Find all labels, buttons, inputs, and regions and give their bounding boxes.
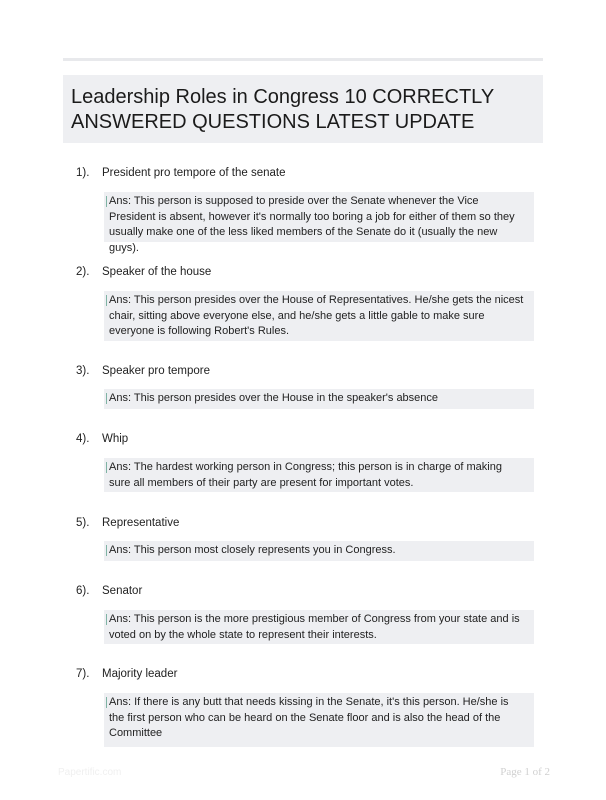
question-title: Speaker of the house bbox=[102, 266, 212, 278]
answer-box bbox=[104, 541, 534, 561]
answer-marker bbox=[106, 545, 107, 556]
answer-text: Ans: The hardest working person in Congress; this person is in charge of making sure all members of their party are present for important votes. bbox=[109, 461, 502, 489]
answer-marker bbox=[106, 295, 107, 306]
question-title: Majority leader bbox=[102, 668, 178, 680]
answer-marker bbox=[106, 697, 107, 708]
answer-box bbox=[104, 458, 534, 492]
answer-box bbox=[104, 291, 534, 341]
answer-text: Ans: This person presides over the House of Representatives. He/she gets the nicest chair, sitting above everyone else, and he/she gets a little gable to make sure everyone is following Robert's Rules. bbox=[109, 294, 524, 337]
question-number: 4). bbox=[76, 433, 90, 445]
question-title: Representative bbox=[102, 517, 180, 529]
question-number: 7). bbox=[76, 668, 90, 680]
answer-box bbox=[104, 192, 534, 254]
answer-marker bbox=[106, 614, 107, 625]
question-title: Speaker pro tempore bbox=[102, 365, 211, 377]
answer-marker bbox=[106, 462, 107, 473]
question-number: 6). bbox=[76, 585, 90, 597]
question-number: 3). bbox=[76, 365, 90, 377]
answer-box bbox=[104, 389, 534, 409]
answer-marker bbox=[106, 196, 107, 207]
question-title: President pro tempore of the senate bbox=[102, 167, 286, 179]
question-title: Senator bbox=[102, 585, 143, 597]
document-title: Leadership Roles in Congress 10 CORRECTLY ANSWERED QUESTIONS LATEST UPDATE bbox=[71, 86, 494, 133]
answer-marker bbox=[106, 393, 107, 404]
question-number: 2). bbox=[76, 266, 90, 278]
answer-box bbox=[104, 610, 534, 644]
answer-text: Ans: This person most closely represents you in Congress. bbox=[109, 544, 396, 556]
title-banner bbox=[63, 75, 543, 143]
top-divider bbox=[63, 58, 543, 61]
footer-watermark: Papertific.com bbox=[58, 767, 122, 778]
answer-text: Ans: This person presides over the House in the speaker's absence bbox=[109, 392, 439, 404]
answer-text: Ans: This person is supposed to preside over the Senate whenever the Vice President is absent, however it's normally too boring a job for either of them so they usually make one of the less liked members of the Senate do it (usually the new guys). bbox=[109, 195, 515, 254]
answer-box bbox=[104, 693, 534, 747]
page-indicator: Page 1 of 2 bbox=[500, 766, 550, 778]
answer-text: Ans: If there is any butt that needs kissing in the Senate, it's this person. He/she is the first person who can be heard on the Senate floor and is also the head of the Committee bbox=[109, 696, 509, 739]
question-number: 5). bbox=[76, 517, 90, 529]
question-title: Whip bbox=[102, 433, 129, 445]
question-number: 1). bbox=[76, 167, 90, 179]
answer-text: Ans: This person is the more prestigious member of Congress from your state and is voted on by the whole state to represent their interests. bbox=[109, 613, 520, 641]
